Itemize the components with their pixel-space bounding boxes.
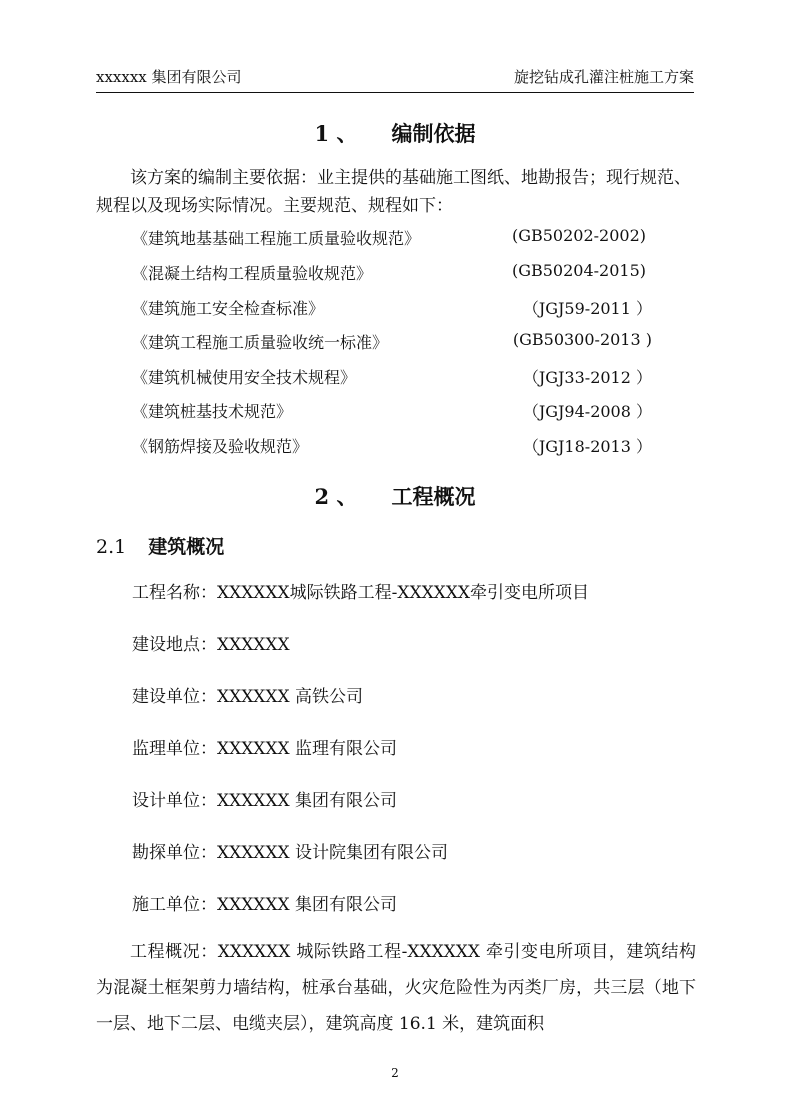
standard-title: 《建筑桩基技术规范》 xyxy=(132,402,293,421)
header-doc-title: 旋挖钻成孔灌注桩施工方案 xyxy=(513,68,694,86)
section-2-heading xyxy=(0,481,790,511)
section-1-intro: 该方案的编制主要依据：业主提供的基础施工图纸、地勘报告；现行规范、规程以及现场实际情况。主要规范、规程如下： xyxy=(96,168,691,216)
standard-item xyxy=(132,330,652,356)
field-supervisor: 监理单位：XXXXXX 监理有限公司 xyxy=(132,739,398,759)
field-location: 建设地点：XXXXXX xyxy=(132,635,290,655)
standard-title: 《建筑地基基础工程施工质量验收规范》 xyxy=(132,229,421,248)
field-owner: 建设单位：XXXXXX 高铁公司 xyxy=(132,687,364,707)
field-designer: 设计单位：XXXXXX 集团有限公司 xyxy=(132,791,398,811)
project-overview: 工程概况：XXXXXX 城际铁路工程-XXXXXX 牵引变电所项目，建筑结构为混凝土框架剪力墙结构，桩承台基础，火灾危险性为丙类厂房，共三层（地下一层、地下二层、电缆夹层），建筑高度 16.1 米，建筑面积 xyxy=(96,942,696,1034)
standard-code: （JGJ59-2011 ） xyxy=(522,299,652,318)
standard-title: 《建筑机械使用安全技术规程》 xyxy=(132,368,357,387)
standard-item xyxy=(132,365,652,391)
standard-item xyxy=(132,296,652,322)
section-1-title: 编制依据 xyxy=(391,121,476,146)
standard-item xyxy=(132,226,652,252)
section-1-heading xyxy=(0,118,790,148)
section-2-1-number: 2.1 xyxy=(96,536,127,558)
field-contractor: 施工单位：XXXXXX 集团有限公司 xyxy=(132,895,398,915)
standard-item xyxy=(132,399,652,425)
field-project-name: 工程名称：XXXXXX城际铁路工程-XXXXXX牵引变电所项目 xyxy=(132,583,589,603)
standard-code: (GB50204-2015) xyxy=(511,261,646,280)
standard-title: 《混凝土结构工程质量验收规范》 xyxy=(132,264,373,283)
standard-title: 《建筑施工安全检查标准》 xyxy=(132,299,325,318)
section-2-title: 工程概况 xyxy=(391,484,476,509)
standard-code: （JGJ94-2008 ） xyxy=(522,402,652,421)
standard-item xyxy=(132,261,652,287)
section-2-1-title: 建筑概况 xyxy=(148,536,225,558)
section-1-number: 1 、 xyxy=(314,121,358,146)
header-rule xyxy=(96,92,694,93)
standard-title: 《钢筋焊接及验收规范》 xyxy=(132,437,309,456)
standard-item xyxy=(132,434,652,460)
section-2-1-heading xyxy=(96,532,224,559)
standard-code: （JGJ33-2012 ） xyxy=(522,368,652,387)
field-surveyor: 勘探单位：XXXXXX 设计院集团有限公司 xyxy=(132,843,449,863)
section-2-number: 2 、 xyxy=(314,484,358,509)
standard-title: 《建筑工程施工质量验收统一标准》 xyxy=(132,333,389,352)
page-number: 2 xyxy=(391,1066,399,1080)
standard-code: (GB50202-2002) xyxy=(511,226,646,245)
standard-code: (GB50300-2013 ) xyxy=(512,330,652,349)
page-header xyxy=(96,66,694,90)
standard-code: （JGJ18-2013 ） xyxy=(522,437,652,456)
header-company: xxxxxx 集团有限公司 xyxy=(96,68,242,86)
